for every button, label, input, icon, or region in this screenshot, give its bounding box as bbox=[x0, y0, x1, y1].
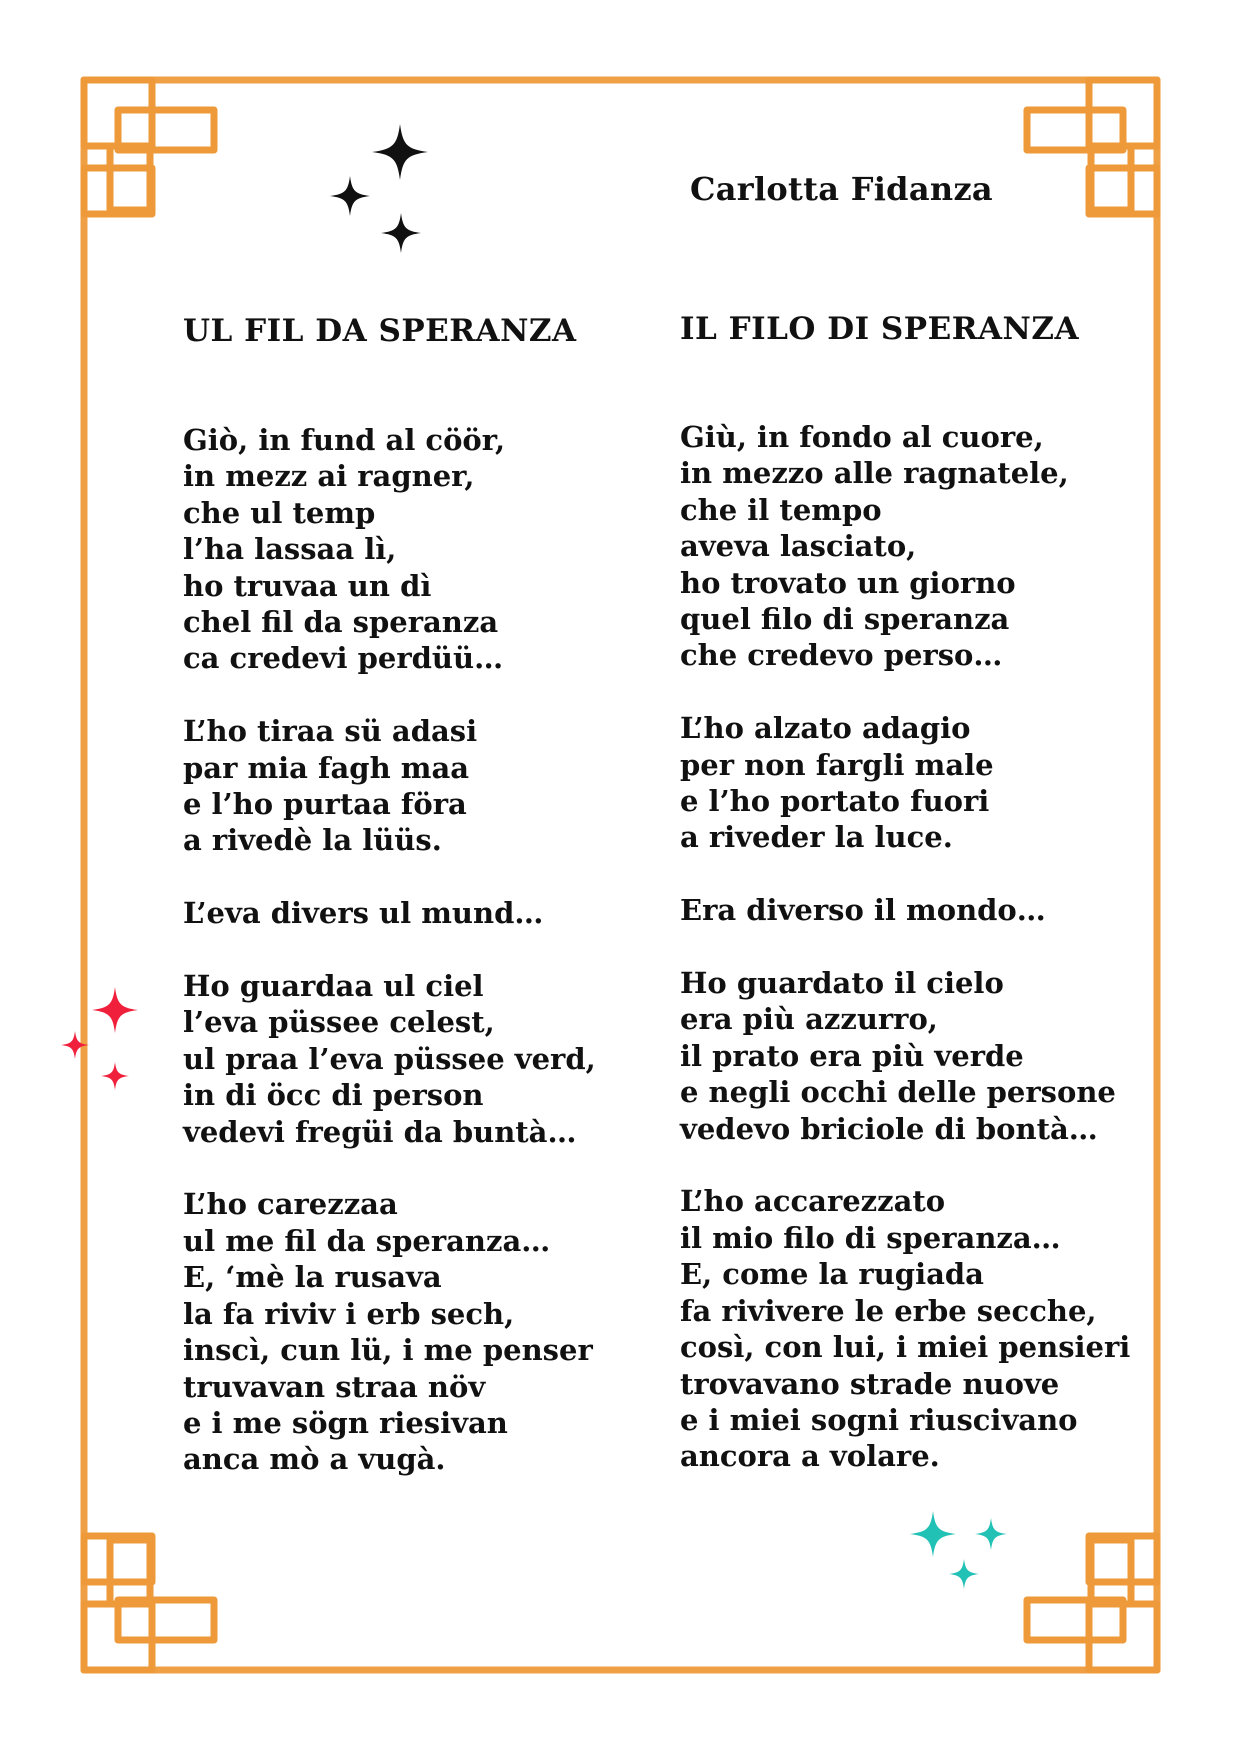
stanza bbox=[183, 1186, 596, 1477]
sparkle-icon bbox=[975, 1518, 1007, 1550]
sparkle-icon bbox=[910, 1511, 956, 1557]
author-name: Carlotta Fidanza bbox=[690, 170, 993, 208]
verse-line: Era diverso il mondo… bbox=[680, 893, 1046, 928]
poem-title-dialect: UL FIL DA SPERANZA bbox=[183, 313, 577, 349]
verse-line: E, ‘mè la rusava bbox=[183, 1260, 442, 1295]
verse-line: quel filo di speranza bbox=[680, 602, 1010, 637]
poem-text-dialect bbox=[183, 422, 596, 1514]
sparkle-icon-group-red bbox=[61, 987, 138, 1090]
verse-line: ho truvaa un dì bbox=[183, 568, 432, 603]
verse-line: in mezzo alle ragnatele, bbox=[680, 456, 1069, 491]
poem-title-italian: IL FILO DI SPERANZA bbox=[680, 311, 1080, 347]
verse-line: aveva lasciato, bbox=[680, 529, 917, 564]
sparkle-icon bbox=[92, 987, 138, 1033]
verse-line: L’ho tiraa sü adasi bbox=[183, 714, 478, 749]
sparkle-icon-group-teal bbox=[910, 1511, 1007, 1589]
verse-line: ancora a volare. bbox=[680, 1439, 940, 1474]
verse-line: in mezz ai ragner, bbox=[183, 459, 475, 494]
verse-line: par mia fagh maa bbox=[183, 750, 470, 785]
verse-line: inscì, cun lü, i me penser bbox=[183, 1333, 593, 1368]
stanza bbox=[183, 422, 596, 677]
sparkle-icon-group-black bbox=[330, 124, 428, 253]
verse-line: l’eva püssee celest, bbox=[183, 1005, 495, 1040]
verse-line: e negli occhi delle persone bbox=[680, 1075, 1116, 1110]
verse-line: così, con lui, i miei pensieri bbox=[680, 1330, 1131, 1365]
verse-line: che il tempo bbox=[680, 492, 882, 527]
verse-line: anca mò a vugà. bbox=[183, 1442, 446, 1477]
sparkle-icon bbox=[372, 124, 428, 180]
verse-line: il prato era più verde bbox=[680, 1038, 1024, 1073]
verse-line: ca credevi perdüü… bbox=[183, 641, 504, 676]
verse-line: a riveder la luce. bbox=[680, 820, 953, 855]
verse-line: vedevi fregüi da buntà… bbox=[183, 1114, 577, 1149]
verse-line: L’ho accarezzato bbox=[680, 1184, 946, 1219]
verse-line: Ho guardato il cielo bbox=[680, 966, 1004, 1001]
sparkle-icon bbox=[949, 1559, 979, 1589]
verse-line: in di öcc di person bbox=[183, 1078, 484, 1113]
verse-line: trovavano strade nuove bbox=[680, 1366, 1060, 1401]
sparkle-icon bbox=[381, 213, 421, 253]
verse-line: il mio filo di speranza… bbox=[680, 1220, 1061, 1255]
verse-line: truvavan straa növ bbox=[183, 1369, 486, 1404]
corner-ornament-top-left bbox=[84, 80, 214, 214]
verse-line: la fa riviv i erb sech, bbox=[183, 1296, 515, 1331]
verse-line: L’eva divers ul mund… bbox=[183, 896, 544, 931]
stanza bbox=[680, 1183, 1130, 1474]
sparkle-icon bbox=[101, 1062, 129, 1090]
verse-line: ul me fil da speranza… bbox=[183, 1223, 551, 1258]
verse-line: Ho guardaa ul ciel bbox=[183, 969, 484, 1004]
verse-line: era più azzurro, bbox=[680, 1002, 938, 1037]
verse-line: chel fil da speranza bbox=[183, 605, 499, 640]
corner-ornament-top-right bbox=[1027, 80, 1157, 214]
verse-line: ul praa l’eva püssee verd, bbox=[183, 1041, 596, 1076]
verse-line: e i me sögn riesivan bbox=[183, 1405, 508, 1440]
verse-line: e l’ho portato fuori bbox=[680, 784, 990, 819]
verse-line: Giù, in fondo al cuore, bbox=[680, 420, 1044, 454]
verse-line: e i miei sogni riuscivano bbox=[680, 1402, 1078, 1437]
verse-line: per non fargli male bbox=[680, 747, 994, 782]
verse-line: E, come la rugiada bbox=[680, 1257, 984, 1292]
stanza bbox=[680, 965, 1130, 1147]
stanza bbox=[680, 419, 1130, 674]
stanza bbox=[183, 895, 596, 931]
stanza bbox=[680, 892, 1130, 928]
verse-line: fa rivivere le erbe secche, bbox=[680, 1293, 1097, 1328]
verse-line: vedevo briciole di bontà… bbox=[680, 1111, 1098, 1146]
corner-ornament-bottom-left bbox=[84, 1536, 214, 1670]
sparkle-icon bbox=[330, 176, 370, 216]
corner-ornament-bottom-right bbox=[1027, 1536, 1157, 1670]
verse-line: l’ha lassaa lì, bbox=[183, 532, 397, 567]
verse-line: ho trovato un giorno bbox=[680, 565, 1016, 600]
verse-line: che credevo perso… bbox=[680, 638, 1003, 673]
stanza bbox=[183, 713, 596, 859]
verse-line: Giò, in fund al cöör, bbox=[183, 423, 506, 457]
stanza bbox=[680, 710, 1130, 856]
verse-line: che ul temp bbox=[183, 495, 376, 530]
poem-text-italian bbox=[680, 419, 1130, 1511]
stanza bbox=[183, 968, 596, 1150]
verse-line: e l’ho purtaa föra bbox=[183, 787, 467, 822]
verse-line: L’ho carezzaa bbox=[183, 1187, 398, 1222]
verse-line: a rivedè la lüüs. bbox=[183, 823, 442, 858]
verse-line: L’ho alzato adagio bbox=[680, 711, 971, 746]
